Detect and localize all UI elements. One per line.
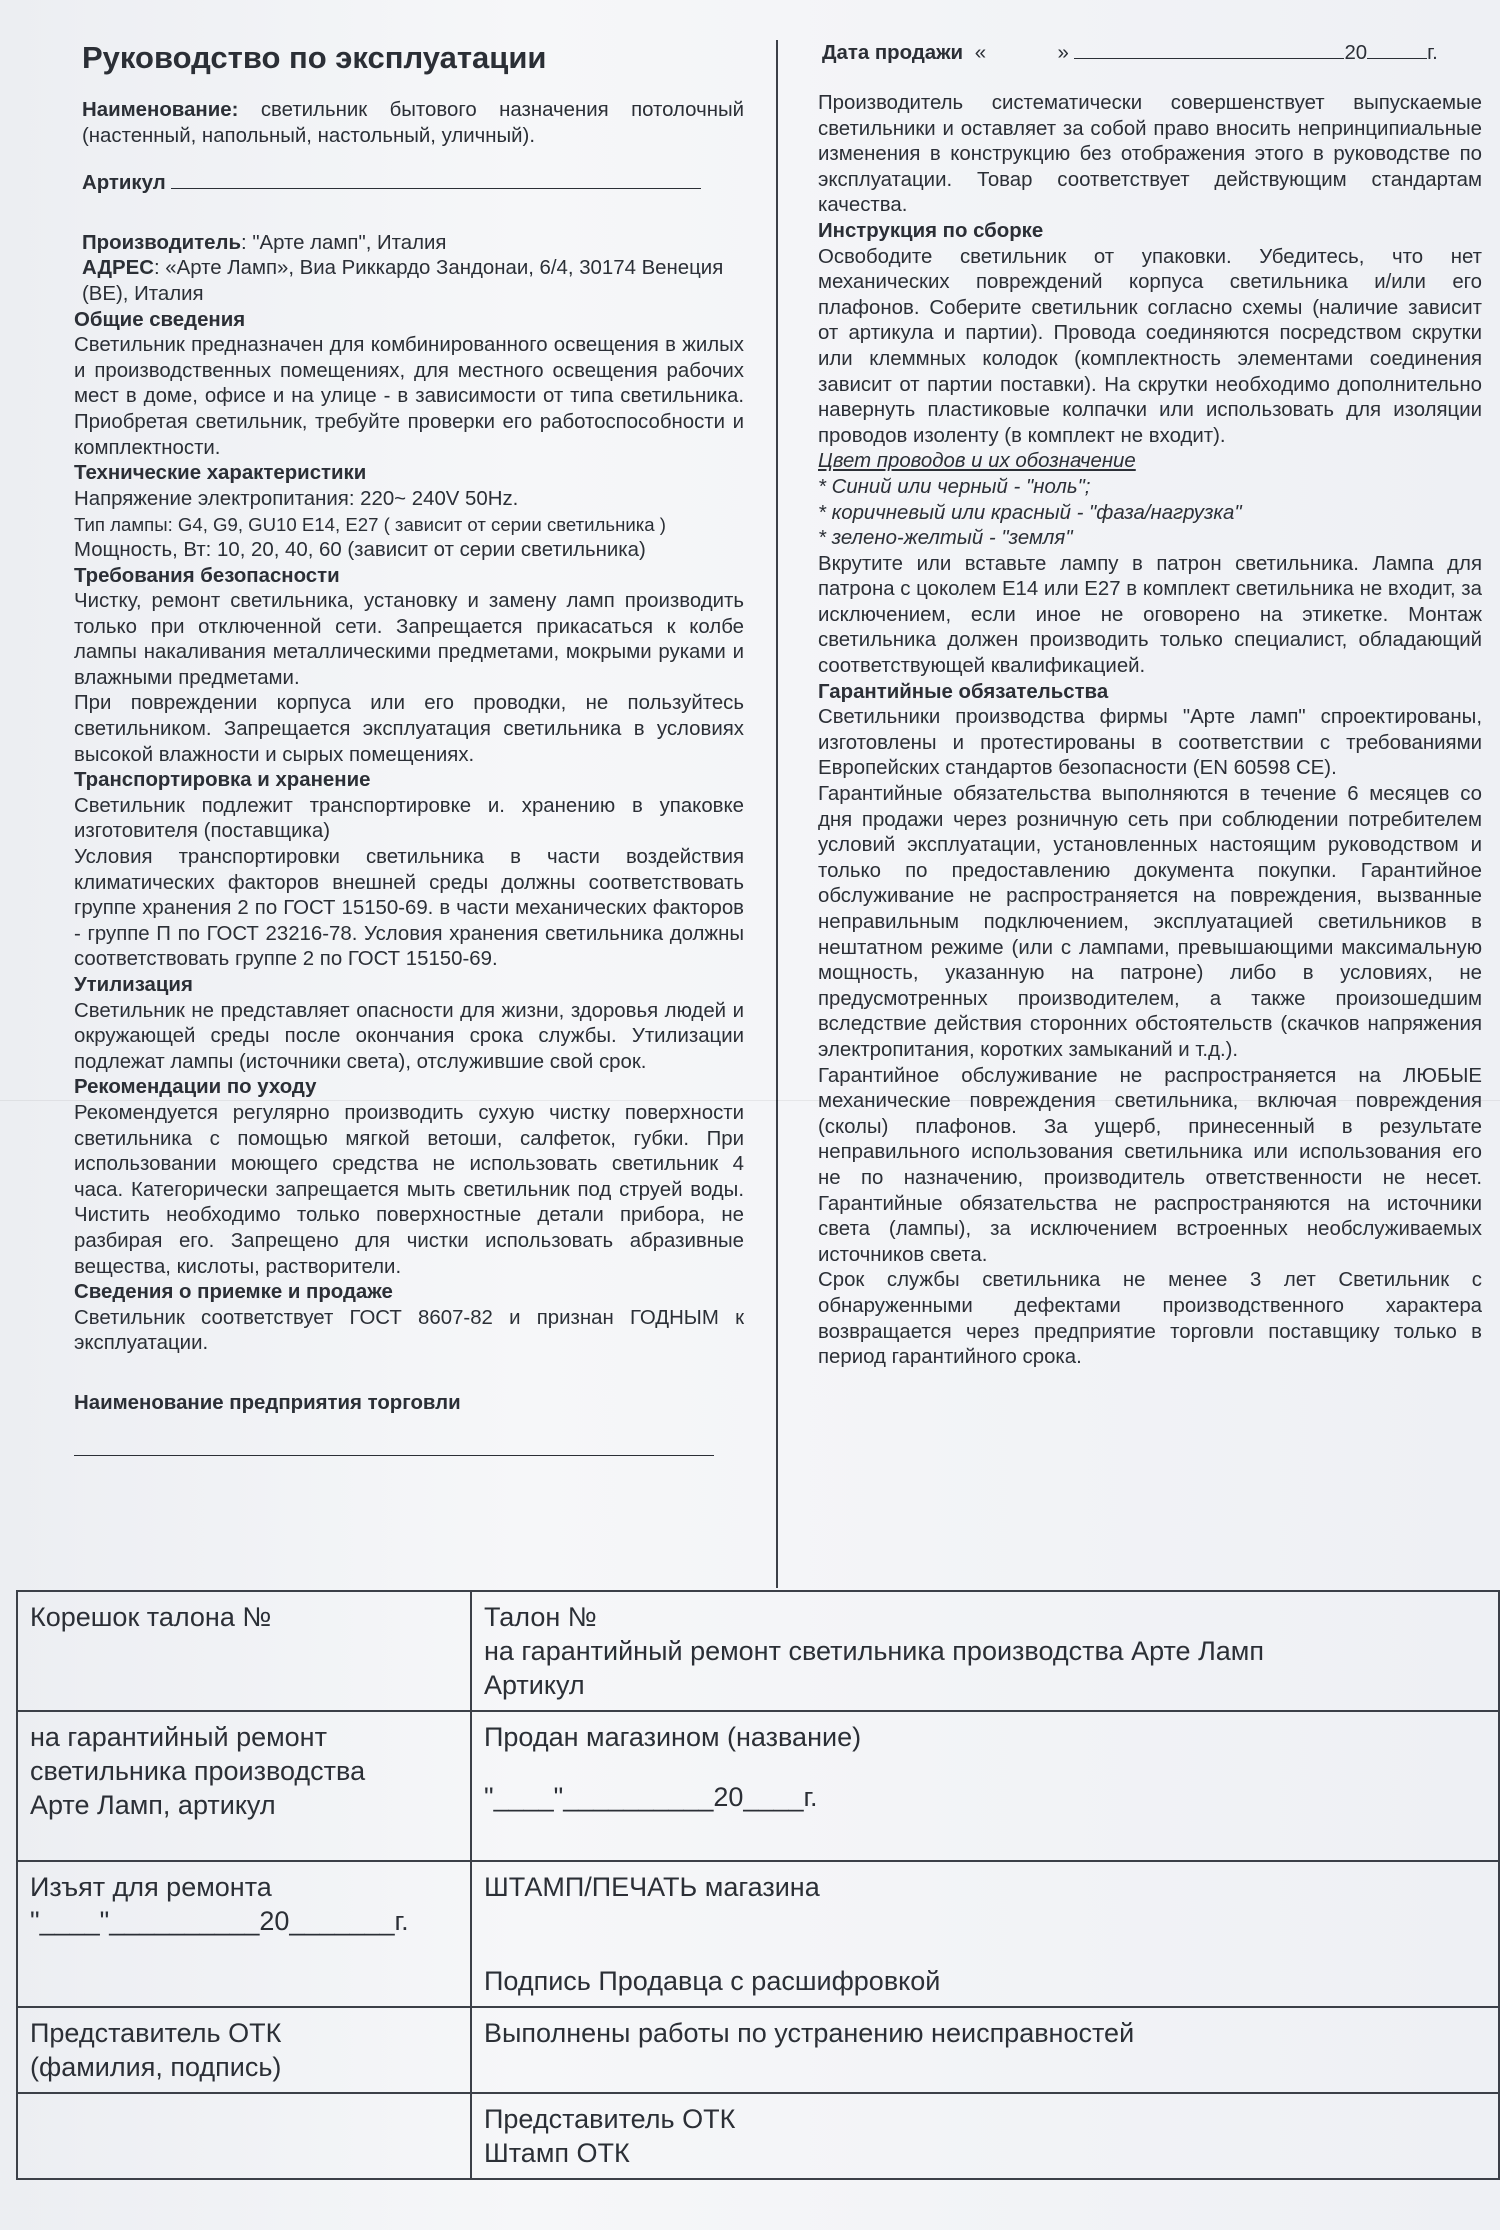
product-name-label: Наименование: bbox=[82, 99, 239, 121]
document-title: Руководство по эксплуатации bbox=[82, 40, 547, 75]
wire-color-phase: * коричневый или красный - "фаза/нагрузка" bbox=[818, 501, 1242, 524]
coupon-taken-label: Изъят для ремонта bbox=[30, 1872, 272, 1902]
sale-date-year: 20 bbox=[1344, 42, 1368, 64]
warranty-coupon-table bbox=[16, 1590, 1500, 2180]
coupon-stub-number: Корешок талона № bbox=[30, 1602, 272, 1632]
wire-color-neutral: * Синий или черный - "ноль"; bbox=[818, 475, 1091, 498]
section-warranty-text-4: Срок службы светильника не менее 3 лет Светильник с обнаруженными дефектами производственного характера возвращается через предприятие торговли поставщику только в период гарантийного срока. bbox=[818, 1269, 1482, 1369]
coupon-stub-repair-line-2: светильника производства bbox=[30, 1756, 366, 1786]
shop-name-fill-line[interactable] bbox=[74, 1417, 714, 1456]
section-care-text: Рекомендуется регулярно производить сухую чистку поверхности светильника с помощью мягкой ветоши, салфеток, губки. При использовании моющего средства не использовать светильник 4 часа. Категорически запрещается мыть светильник под струей воды. Чистить необходимо только поверхностные детали прибора, не разбирая его. Запрещено для чистки использовать абразивные вещества, кислоты, растворители. bbox=[74, 1101, 744, 1278]
coupon-row-1 bbox=[17, 1591, 1499, 1711]
shop-name-label: Наименование предприятия торговли bbox=[74, 1391, 461, 1414]
wire-color-ground: * зелено-желтый - "земля" bbox=[818, 527, 1073, 550]
coupon-otk-stamp-cell[interactable] bbox=[471, 2093, 1499, 2179]
section-general-text: Светильник предназначен для комбинированного освещения в жилых и производственных помещениях, для местного освещения рабочих мест в доме, офисе и на улице - в зависимости от типа светильника. Приобретая светильник, требуйте проверки его работоспособности и комплектности. bbox=[74, 334, 744, 459]
right-column bbox=[818, 28, 1482, 1371]
coupon-row-4 bbox=[17, 2007, 1499, 2093]
section-acceptance-text: Светильник соответствует ГОСТ 8607-82 и признан ГОДНЫМ к эксплуатации. bbox=[74, 1306, 744, 1355]
left-column bbox=[74, 28, 744, 1456]
sale-date-row bbox=[822, 42, 1482, 65]
coupon-otk-stamp: Штамп ОТК bbox=[484, 2138, 630, 2168]
coupon-row-3 bbox=[17, 1861, 1499, 2007]
article-label: Артикул bbox=[82, 172, 166, 195]
section-transport-heading: Транспортировка и хранение bbox=[74, 769, 371, 792]
sale-date-year-line[interactable] bbox=[1367, 58, 1427, 59]
article-row bbox=[82, 171, 744, 197]
lamp-install-text: Вкрутите или вставьте лампу в патрон светильника. Лампа для патрона с цоколем E14 или E27 в комплект светильника не входит, за исключением, если иное не оговорено на этикетке. Монтаж светильника должен производить только специалист, обладающий соответствующей квалификацией. bbox=[818, 552, 1482, 678]
coupon-seller-signature: Подпись Продавца с расшифровкой bbox=[484, 1966, 941, 1996]
coupon-row-5 bbox=[17, 2093, 1499, 2179]
coupon-sold-by: Продан магазином (название) bbox=[484, 1722, 862, 1752]
sale-date-month-line[interactable] bbox=[1074, 58, 1344, 59]
coupon-stamp-cell[interactable] bbox=[471, 1861, 1499, 2007]
section-transport-text-2: Условия транспортировки светильника в части воздействия климатических факторов внешней среды должны соответствовать группе хранения 2 по ГОСТ 15150-69. в части механических факторов - группе П по ГОСТ 23216-78. Условия хранения светильника должны соответствовать группе 2 по ГОСТ 15150-69. bbox=[74, 846, 744, 971]
section-safety-text-1: Чистку, ремонт светильника, установку и замену ламп производить только при отключенной сети. Запрещается прикасаться к колбе лампы накаливания металлическими предметами, мокрыми руками и влажными предметами. bbox=[74, 590, 744, 689]
section-warranty-text-1: Светильники производства фирмы "Арте ламп" спроектированы, изготовлены и протестированы в соответствии с требованиями Европейских стандартов безопасности (EN 60598 CE). bbox=[818, 706, 1482, 780]
article-fill-line[interactable] bbox=[171, 188, 701, 189]
coupon-works-done: Выполнены работы по устранению неисправностей bbox=[484, 2018, 1135, 2048]
coupon-taken-cell[interactable] bbox=[17, 1861, 471, 2007]
tech-power: Мощность, Вт: 10, 20, 40, 60 (зависит от серии светильника) bbox=[74, 538, 646, 561]
section-acceptance-heading: Сведения о приемке и продаже bbox=[74, 1281, 393, 1304]
section-safety-heading: Требования безопасности bbox=[74, 564, 340, 587]
address-text: : «Арте Ламп», Виа Риккардо Зандонаи, 6/4, 30174 Венеция (ВЕ), Италия bbox=[82, 257, 724, 305]
coupon-empty-cell[interactable] bbox=[17, 2093, 471, 2179]
wire-colors-heading: Цвет проводов и их обозначение bbox=[818, 450, 1136, 473]
section-safety-text-2: При повреждении корпуса или его проводки, не пользуйтесь светильником. Запрещается эксплуатация светильника в условиях высокой влажности и сырых помещениях. bbox=[74, 692, 744, 766]
sale-date-label: Дата продажи bbox=[822, 42, 964, 64]
sale-date-suffix: г. bbox=[1427, 42, 1438, 64]
section-disposal-text: Светильник не представляет опасности для жизни, здоровья людей и окружающей среды после окончания срока службы. Утилизации подлежат лампы (источники света), отслужившие свой срок. bbox=[74, 999, 744, 1073]
intro-text: Производитель систематически совершенствует выпускаемые светильники и оставляет за собой право вносить непринципиальные изменения в конструкцию без отображения этого в руководстве по эксплуатации. Товар соответствует действующим стандартам качества. bbox=[818, 92, 1482, 217]
section-general-heading: Общие сведения bbox=[74, 308, 246, 331]
section-warranty-heading: Гарантийные обязательства bbox=[818, 680, 1109, 703]
sale-date-quote-close: » bbox=[1057, 42, 1069, 64]
address-label: АДРЕС bbox=[82, 257, 154, 280]
manufacturer-label: Производитель bbox=[82, 231, 241, 254]
section-warranty-text-3: Гарантийное обслуживание не распространяется на ЛЮБЫЕ механические повреждения светильника, включая повреждения (сколы) плафонов. За ущерб, принесенный в результате неправильного использования светильника или использования его не по назначению, производитель ответственности не несет. Гарантийные обязательства не распространяются на источники света (лампы), за исключением встроенных необслуживаемых источников света. bbox=[818, 1064, 1482, 1266]
product-name-text: светильник бытового назначения потолочный (настенный, напольный, настольный, уличный). bbox=[82, 99, 744, 147]
section-care-heading: Рекомендации по уходу bbox=[74, 1076, 317, 1099]
coupon-stub-repair-cell[interactable] bbox=[17, 1711, 471, 1861]
coupon-otk-rep-cell[interactable] bbox=[17, 2007, 471, 2093]
manufacturer bbox=[82, 231, 744, 257]
coupon-talon-repair: на гарантийный ремонт светильника производства Арте Ламп bbox=[484, 1636, 1264, 1666]
coupon-shop-stamp: ШТАМП/ПЕЧАТЬ магазина bbox=[484, 1872, 820, 1902]
coupon-talon-number-cell[interactable] bbox=[471, 1591, 1499, 1711]
coupon-row-2 bbox=[17, 1711, 1499, 1861]
coupon-stub-number-cell[interactable] bbox=[17, 1591, 471, 1711]
tech-lamp-type: Тип лампы: G4, G9, GU10 E14, E27 ( зависит от серии светильника ) bbox=[74, 514, 666, 536]
coupon-talon-number: Талон № bbox=[484, 1602, 597, 1632]
coupon-otk-rep-label: Представитель ОТК bbox=[30, 2018, 282, 2048]
coupon-talon-article: Артикул bbox=[484, 1670, 585, 1700]
section-assembly-text: Освободите светильник от упаковки. Убедитесь, что нет механических повреждений корпуса светильника и/или его плафонов. Соберите светильник согласно схемы (наличие зависит от артикула и партии). Провода соединяются посредством скрутки или клеммных колодок (комплектность элементами соединения зависит от партии поставки). На скрутки необходимо дополнительно навернуть пластиковые колпачки или использовать для изоляции проводов изоленту (в комплект не входит). bbox=[818, 245, 1482, 447]
coupon-otk-rep-sub: (фамилия, подпись) bbox=[30, 2052, 282, 2082]
sale-date-quote-open: « bbox=[974, 42, 987, 64]
manufacturer-text: : "Арте ламп", Италия bbox=[240, 231, 447, 254]
coupon-sold-by-cell[interactable] bbox=[471, 1711, 1499, 1861]
coupon-taken-date: "____"__________20_______г. bbox=[30, 1906, 409, 1936]
coupon-sold-date: "____"__________20____г. bbox=[484, 1782, 818, 1812]
coupon-otk-rep-2: Представитель ОТК bbox=[484, 2104, 736, 2134]
section-disposal-heading: Утилизация bbox=[74, 974, 193, 996]
coupon-stub-repair-line-3: Арте Ламп, артикул bbox=[30, 1790, 276, 1820]
section-warranty-text-2: Гарантийные обязательства выполняются в течение 6 месяцев со дня продажи через розничную сеть при соблюдении потребителем условий эксплуатации, установленных настоящим руководством и только по предоставлению документа покупки. Гарантийное обслуживание не распространяется на повреждения, вызванные неправильным подключением, эксплуатацией светильников в нештатном режиме (или с лампами, превышающими максимальную мощность, указанную на патроне) либо в условиях, не предусмотренных производителем, а также произошедшим вследствие действия сторонних обстоятельств (скачков напряжения электропитания, коротких замыканий и т.д.). bbox=[818, 783, 1482, 1061]
coupon-stub-repair-line-1: на гарантийный ремонт bbox=[30, 1722, 327, 1752]
address bbox=[82, 256, 744, 307]
product-name bbox=[82, 98, 744, 149]
column-divider bbox=[776, 40, 778, 1588]
section-transport-text-1: Светильник подлежит транспортировке и. хранению в упаковке изготовителя (поставщика) bbox=[74, 794, 744, 843]
section-tech-heading: Технические характеристики bbox=[74, 462, 367, 485]
coupon-works-done-cell[interactable] bbox=[471, 2007, 1499, 2093]
section-assembly-heading: Инструкция по сборке bbox=[818, 219, 1044, 242]
tech-voltage: Напряжение электропитания: 220~ 240V 50Hz. bbox=[74, 487, 519, 510]
